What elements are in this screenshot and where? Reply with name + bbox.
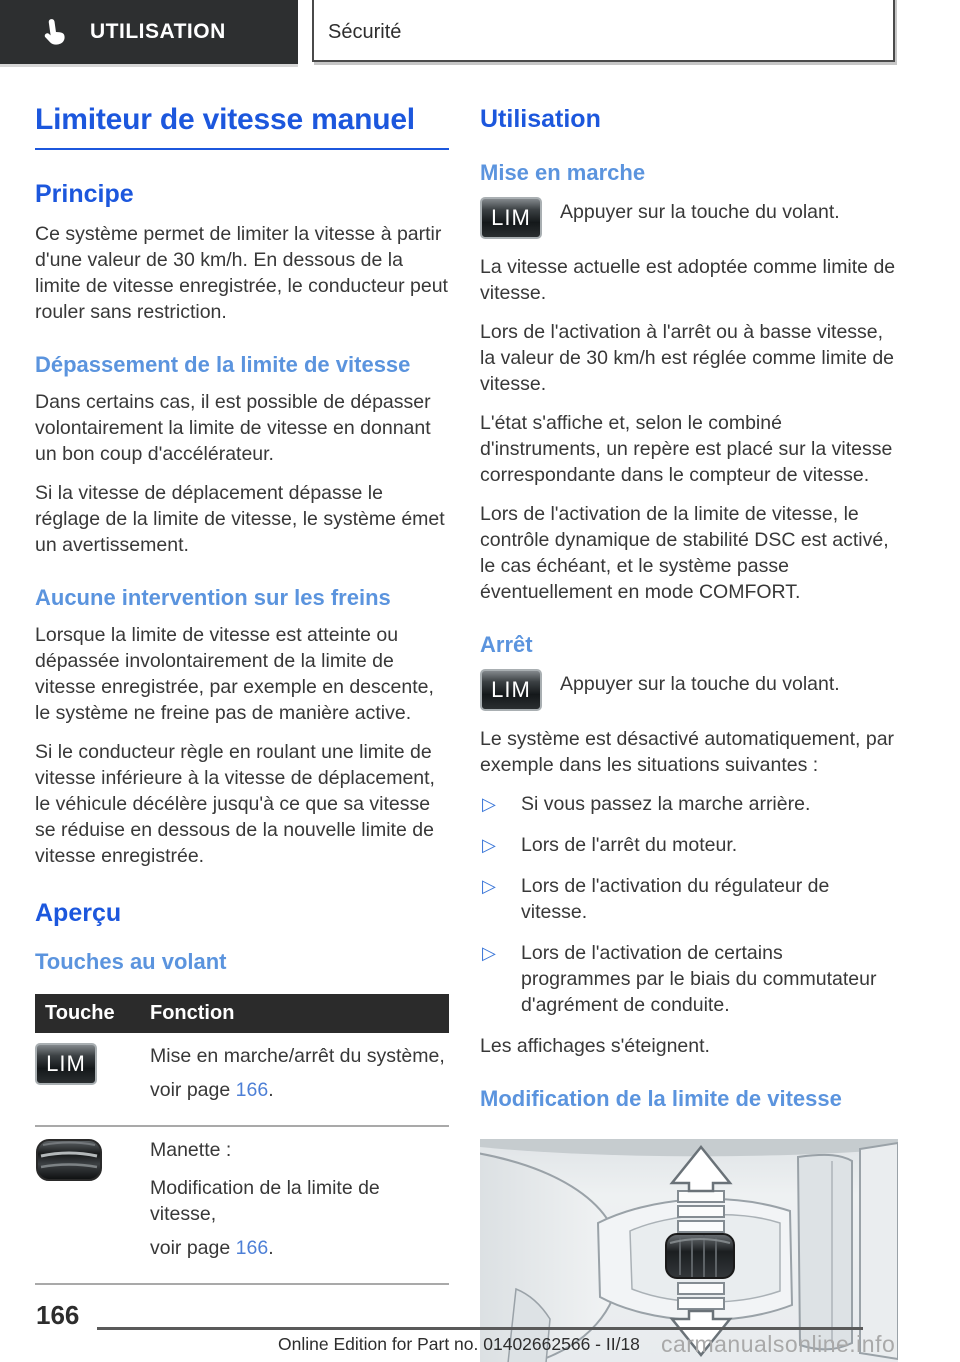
- heading-principe: Principe: [35, 180, 134, 208]
- lim-button-icon: LIM: [480, 197, 542, 239]
- table-row: [35, 1126, 449, 1284]
- list-item-text: Lors de l'arrêt du moteur.: [521, 834, 738, 856]
- section-header-box: [312, 0, 895, 62]
- list-item: [480, 940, 896, 1018]
- rocker-switch-icon: [35, 1137, 103, 1183]
- page-166-link[interactable]: 166: [235, 1079, 269, 1101]
- paragraph: Lors de l'activation à l'arrêt ou à basse vitesse, la valeur de 30 km/h est réglée comme limite de vitesse.: [480, 321, 895, 395]
- link-suffix: .: [268, 1237, 274, 1259]
- deactivation-list: [480, 791, 896, 1018]
- paragraph: Le système est désactivé automatiquement, par exemple dans les situations suivantes :: [480, 728, 895, 776]
- table-cell-text: Mise en marche/arrêt du système,: [150, 1045, 445, 1067]
- link-suffix: .: [268, 1079, 274, 1101]
- bullet-triangle-icon: ▷: [482, 943, 496, 963]
- table-header-touche: Touche: [35, 994, 150, 1033]
- page-title: Limiteur de vitesse manuel: [35, 103, 449, 150]
- table-cell-text: [150, 1077, 449, 1103]
- list-item-text: Lors de l'activation de certains programmes par le biais du commutateur d'agrément de conduite.: [521, 942, 877, 1016]
- paragraph: Si le conducteur règle en roulant une limite de vitesse inférieure à la vitesse de déplacement, le véhicule décélère jusqu'à ce que sa vitesse se réduise en dessous de la nouvelle limite de vitesse enregistrée.: [35, 741, 435, 867]
- chapter-tab-label: UTILISATION: [90, 20, 226, 43]
- table-header-fonction: Fonction: [150, 994, 449, 1033]
- paragraph: Les affichages s'éteignent.: [480, 1035, 710, 1057]
- list-item: [480, 832, 896, 858]
- paragraph: Ce système permet de limiter la vitesse à partir d'une valeur de 30 km/h. En dessous de la limite de vitesse enregistrée, le conducteur peut rouler sans restriction.: [35, 223, 448, 323]
- heading-depassement: Dépassement de la limite de vitesse: [35, 352, 411, 377]
- page-number: 166: [36, 1300, 80, 1330]
- heading-freins: Aucune intervention sur les freins: [35, 585, 391, 610]
- lim-instruction-row: [480, 669, 896, 711]
- paragraph: Lorsque la limite de vitesse est atteinte ou dépassée involontairement de la limite de vitesse enregistrée, par exemple en descente, le système ne freine pas de manière active.: [35, 624, 434, 724]
- paragraph: Dans certains cas, il est possible de dépasser volontairement la limite de vitesse en donnant un bon coup d'accélérateur.: [35, 391, 431, 465]
- paragraph: La vitesse actuelle est adoptée comme limite de vitesse.: [480, 256, 896, 304]
- heading-utilisation: Utilisation: [480, 105, 601, 133]
- heading-mise-en-marche: Mise en marche: [480, 160, 646, 185]
- left-column: [35, 103, 449, 1285]
- bullet-triangle-icon: ▷: [482, 794, 496, 814]
- lim-button-icon: LIM: [480, 669, 542, 711]
- instruction-text: Appuyer sur la touche du volant.: [560, 201, 840, 223]
- list-item: [480, 791, 896, 817]
- hand-touch-icon: [40, 15, 70, 48]
- chapter-tab: [0, 0, 298, 64]
- heading-touches: Touches au volant: [35, 949, 227, 974]
- page-166-link[interactable]: 166: [235, 1237, 269, 1259]
- table-row: [35, 1033, 449, 1126]
- instruction-text: Appuyer sur la touche du volant.: [560, 673, 840, 695]
- list-item: [480, 873, 896, 925]
- lim-button-icon: LIM: [35, 1043, 97, 1085]
- heading-apercu: Aperçu: [35, 899, 122, 927]
- table-header-row: [35, 994, 449, 1033]
- table-cell-text: Manette :: [150, 1139, 232, 1161]
- buttons-table: [35, 994, 449, 1285]
- heading-modification: Modification de la limite de vitesse: [480, 1086, 842, 1111]
- bullet-triangle-icon: ▷: [482, 876, 496, 896]
- table-cell-text: [150, 1235, 449, 1261]
- link-prefix: voir page: [150, 1079, 236, 1101]
- paragraph: Si la vitesse de déplacement dépasse le réglage de la limite de vitesse, le système émet un avertissement.: [35, 482, 445, 556]
- section-header-label: Sécurité: [328, 21, 402, 43]
- bullet-triangle-icon: ▷: [482, 835, 496, 855]
- watermark: carmanualsonline.info: [661, 1331, 896, 1357]
- footer-rule: [97, 1327, 863, 1330]
- link-prefix: voir page: [150, 1237, 236, 1259]
- paragraph: L'état s'affiche et, selon le combiné d'instruments, un repère est placé sur la vitesse correspondante dans le compteur de vitesse.: [480, 412, 893, 486]
- heading-arret: Arrêt: [480, 632, 533, 657]
- right-column: [480, 103, 896, 1362]
- list-item-text: Si vous passez la marche arrière.: [521, 793, 811, 815]
- paragraph: Lors de l'activation de la limite de vitesse, le contrôle dynamique de stabilité DSC est activé, le cas échéant, et le système passe éventuellement en mode COMFORT.: [480, 503, 889, 603]
- edition-note: Online Edition for Part no. 01402662566 - II/18: [278, 1334, 640, 1354]
- list-item-text: Lors de l'activation du régulateur de vitesse.: [521, 875, 830, 923]
- table-cell-text: Modification de la limite de vitesse,: [150, 1177, 380, 1225]
- lim-instruction-row: [480, 197, 896, 239]
